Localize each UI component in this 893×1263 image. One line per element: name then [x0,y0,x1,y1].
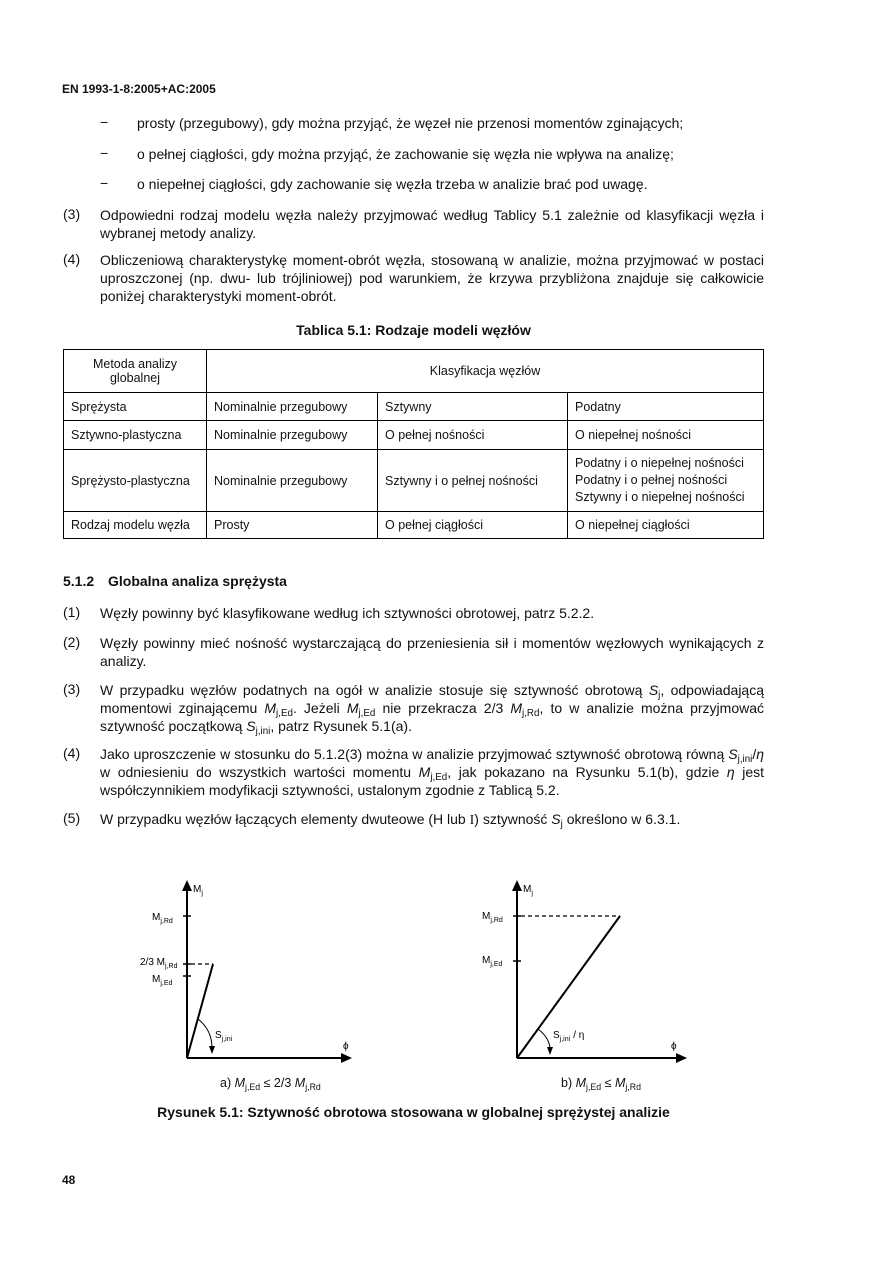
svg-text:Sj,ini: $S_{j,ini}$ [215,1030,233,1043]
table-cell-line: Podatny i o pełnej nośności [575,473,728,487]
arc-arrow-icon [547,1047,553,1055]
bullet-item: o pełnej ciągłości, gdy można przyjąć, że zachowanie się węzła nie wpływa na analizę; [137,146,674,162]
axis-y-label: M [523,884,532,895]
svg-text:Mj,Ed: $M_{j,Ed}$ [482,955,503,968]
figure-caption: Rysunek 5.1: Sztywność obrotowa stosowana w globalnej sprężystej analizie [157,1104,670,1120]
axis-x-label: ϕ [343,1041,349,1052]
table-cell: O pełnej nośności [378,421,568,450]
svg-text:Mj: $M_j$ [523,884,533,897]
x-axis-arrow-icon [341,1053,352,1063]
clause-text: Odpowiedni rodzaj modelu węzła należy przyjmować według Tablicy 5.1 zależnie od klasyfikacji węzła i wybranej metody analizy. [100,207,764,241]
bullet-dash: − [100,114,109,130]
stiffness-arc [538,1029,550,1050]
table-cell: Podatny [568,393,764,421]
section-number: 5.1.2 [63,573,95,589]
label-s: S [215,1030,222,1041]
table-cell-line: Sztywny i o niepełnej nośności [575,490,745,504]
document-header: EN 1993-1-8:2005+AC:2005 [62,82,216,96]
bullet-dash: − [100,145,109,161]
clause-text: Obliczeniową charakterystykę moment-obrót węzła, stosowaną w analizie, można przyjmować w postaci uproszczonej (np. dwu- lub trójliniowej) pod warunkiem, że krzywa przybliżona znajduje się całkowicie poniżej charakterystyki moment-obrót. [100,252,764,304]
table-header-row [64,350,764,393]
table-cell-line: Podatny i o niepełnej nośności [575,456,744,470]
figure-b-caption: b) $M_{j,Ed} \le M_{j,Rd}$ [561,1076,641,1092]
stiffness-arc [198,1019,212,1048]
svg-text:Mj: $M_j$ [193,884,203,897]
table-cell: Sztywno-plastyczna [64,421,207,450]
table-row [64,421,764,450]
table-row [64,512,764,539]
bullet-item: o niepełnej ciągłości, gdy zachowanie się węzła trzeba w analizie brać pod uwagę. [137,176,648,192]
clause-number: (1) [63,604,81,620]
table-cell: O niepełnej ciągłości [568,512,764,539]
table-row [64,393,764,421]
table-cell: Sztywny i o pełnej nośności [378,450,568,512]
label-mrd: M [152,912,161,923]
table-header-cell: Metoda analizy globalnej [64,350,207,393]
table-cell: Prosty [207,512,378,539]
table-cell: Sztywny [378,393,568,421]
svg-text:2/3 Mj,Rd: 2/3 $M_{j,Rd}$ [140,957,178,970]
x-axis-arrow-icon [676,1053,687,1063]
label-mrd: M [482,911,491,922]
clause-text: Jako uproszczenie w stosunku do 5.1.2(3) można w analizie przyjmować sztywność obrotową równą $S_{j,ini}/\eta$ w odniesieniu do wszystkich wartości momentu $M_{j,Ed}$, jak pokazano na Rysunku 5.1(b), gdzie η jest współczynnikiem modyfikacji sztywności, ustalonym zgodnie z Tablicą 5.2. [100,746,765,798]
axis-y-label: M [193,884,202,895]
clause-text: W przypadku węzłów podatnych na ogół w analizie stosuje się sztywność obrotową $S_j$, odpowiadającą momentowi zginającemu $M_{j,Ed}$. Jeżeli $M_{j,Ed}$ nie przekracza 2/3 $M_{j,Rd}$, to w analizie można przyjmować sztywność początkową $S_{j,ini}$, patrz Rysunek 5.1(a). [100,682,765,737]
clause-text: Węzły powinny mieć nośność wystarczającą do przeniesienia sił i momentów węzłowych wynikających z analizy. [100,635,764,669]
clause-number: (4) [63,251,81,267]
clause-text: W przypadku węzłów łączących elementy dwuteowe (H lub I) sztywność $S_j$ określono w 6.3.1. [100,811,681,830]
table-cell: O pełnej ciągłości [378,512,568,539]
y-axis-arrow-icon [512,880,522,891]
table-cell: Nominalnie przegubowy [207,450,378,512]
table-cell: Nominalnie przegubowy [207,393,378,421]
arc-arrow-icon [209,1046,215,1054]
figure-a-diagram [130,878,370,1068]
bullet-item: prosty (przegubowy), gdy można przyjąć, że węzeł nie przenosi momentów zginających; [137,115,684,131]
page-number: 48 [62,1173,76,1187]
svg-text:Mj,Rd: $M_{j,Rd}$ [152,912,173,925]
y-axis-arrow-icon [182,880,192,891]
stiffness-line [187,964,213,1058]
table-row [64,450,764,512]
bullet-dash: − [100,175,109,191]
table-caption: Tablica 5.1: Rodzaje modeli węzłów [296,322,531,338]
svg-text:Mj,Ed: $M_{j,Ed}$ [152,974,173,987]
joint-model-table [63,349,764,539]
table-cell [568,450,764,512]
clause-text: Węzły powinny być klasyfikowane według ich sztywności obrotowej, patrz 5.2.2. [100,605,595,621]
section-title: Globalna analiza sprężysta [108,573,287,589]
clause-number: (5) [63,810,81,826]
label-med: M [482,955,491,966]
figure-a-caption: a) $M_{j,Ed} \le 2/3$ $M_{j,Rd}$ [220,1076,321,1092]
table-cell: Sprężysta [64,393,207,421]
clause-number: (3) [63,206,81,222]
figure-b-diagram [460,878,700,1068]
label-23mrd: 2/3 M [140,957,166,968]
table-cell: Rodzaj modelu węzła [64,512,207,539]
table-header-cell: Klasyfikacja węzłów [207,350,764,393]
table-cell: Sprężysto-plastyczna [64,450,207,512]
table-cell: Nominalnie przegubowy [207,421,378,450]
svg-text:Mj,Rd: $M_{j,Rd}$ [482,911,503,924]
axis-x-label: ϕ [671,1041,677,1052]
table-cell: O niepełnej nośności [568,421,764,450]
svg-text:Sj,ini/ η: $S_{j,ini}$ / η [553,1030,585,1043]
clause-number: (2) [63,634,81,650]
label-med: M [152,974,161,985]
clause-number: (4) [63,745,81,761]
clause-number: (3) [63,681,81,697]
label-s: S [553,1030,560,1041]
